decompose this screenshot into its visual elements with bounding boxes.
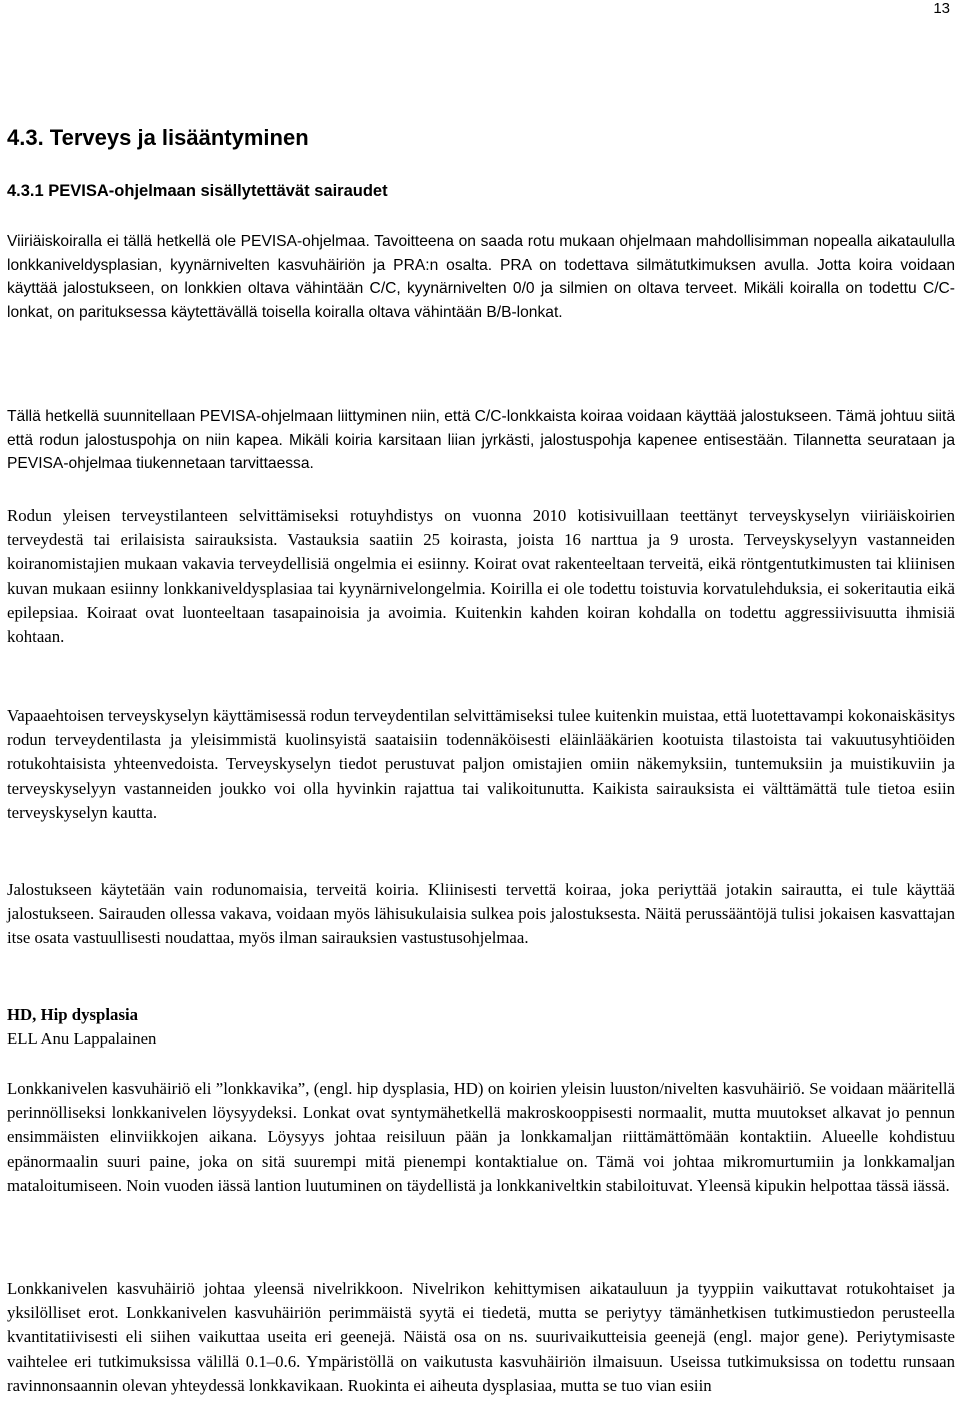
- paragraph-health-survey: Rodun yleisen terveystilanteen selvittämiseksi rotuyhdistys on vuonna 2010 kotisivuillaan teettänyt terveyskyselyn viiriäiskoirien terveydestä tai erilaisista sairauksista. Vastauksia saatiin 25 koirasta, joista 16 narttua ja 9 urosta. Terveyskyselyyn vastanneiden koiranomistajien mukaan vakavia terveydellisiä ongelmia ei esiinny. Koirat ovat rakenteeltaan terveitä, eikä röntgentutkimusten tai kliinisen kuvan mukaan esiinny lonkkaniveldysplasiaa tai kyynärnivelongelmia. Koirilla ei ole todettu toistuvia korvatulehduksia, ei sokeritautia eikä epilepsiaa. Koiraat ovat luonteeltaan tasapainoisia ja avoimia. Kuitenkin kahden koiran kohdalla on todettu aggressiivisuutta ihmisiä kohtaan.: [7, 506, 955, 647]
- hd-heading-block: [7, 1003, 156, 1051]
- paragraph-hd-definition: Lonkkanivelen kasvuhäiriö eli ”lonkkavika”, (engl. hip dysplasia, HD) on koirien yleisin luuston/nivelten kasvuhäiriö. Se voidaan määritellä perinnölliseksi lonkkanivelen löysyydeksi. Lonkat ovat syntymähetkellä makroskooppisesti normaalit, mutta muutokset alkavat jo pennun ensimmäisten elinviikkojen aikana. Löysyys johtaa reisiluun pään ja lonkkamaljan riittämättömään kontaktiin. Alueelle kohdistuu epänormaalin suuri paine, joka on sitä suurempi mitä pienempi kontaktialue on. Tämä voi johtaa mikromurtumiin ja lonkkamaljan mataloitumiseen. Noin vuoden iässä lantion luutuminen on täydellistä ja lonkkaniveltkin stabiloituvat. Yleensä kipukin helpottaa tässä iässä.: [7, 1079, 955, 1195]
- section-subtitle: 4.3.1 PEVISA-ohjelmaan sisällytettävät sairaudet: [7, 182, 388, 200]
- paragraph-pevisa-intro: Viiriäiskoiralla ei tällä hetkellä ole PEVISA-ohjelmaa. Tavoitteena on saada rotu mukaan ohjelmaan mahdollisimman nopealla aikataululla lonkkaniveldysplasian, kyynärnivelten kasvuhäiriön ja PRA:n osalta. PRA on todettava silmätutkimuksen avulla. Jotta koira voidaan käyttää jalostukseen, on lonkkien oltava vähintään C/C, kyynärnivelten 0/0 ja silmien on oltava terveet. Mikäli koiralla on todettu C/C-lonkat, on parituksessa käytettävällä toisella koiralla oltava vähintään B/B-lonkat.: [7, 233, 955, 321]
- paragraph-pevisa-plan: Tällä hetkellä suunnitellaan PEVISA-ohjelmaan liittyminen niin, että C/C-lonkkaista koiraa voidaan käyttää jalostukseen. Tämä johtuu siitä että rodun jalostuspohja on niin kapea. Mikäli koiria karsitaan liian jyrkästi, jalostuspohja kapenee entisestään. Tilannetta seurataan ja PEVISA-ohjelmaa tiukennetaan tarvittaessa.: [7, 408, 955, 473]
- hd-heading: HD, Hip dysplasia: [7, 1005, 139, 1024]
- section-title: 4.3. Terveys ja lisääntyminen: [7, 125, 309, 150]
- paragraph-hd-inheritance: Lonkkanivelen kasvuhäiriö johtaa yleensä nivelrikkoon. Nivelrikon kehittymisen aikatauluun ja tyyppiin vaikuttavat rotukohtaiset ja yksilölliset erot. Lonkkanivelen kasvuhäiriön perimmäistä syytä ei tiedetä, mutta se periytyy tämänhetkisen tutkimustiedon perusteella kvantitatiivisesti eli siihen vaikuttaa useita eri geenejä. Näistä osa on ns. suurivaikutteisia geenejä (engl. major gene). Periytymisaste vaihtelee eri tutkimuksissa välillä 0.1–0.6. Ympäristöllä on vaikutusta kasvuhäiriön ilmaisuun. Useissa tutkimuksissa on todettu runsaan ravinnonsaannin olevan yhteydessä lonkkavikaan. Ruokinta ei aiheuta dysplasiaa, mutta se tuo vian esiin: [7, 1279, 955, 1395]
- paragraph-survey-reliability: Vapaaehtoisen terveyskyselyn käyttämisessä rodun terveydentilan selvittämiseksi tulee kuitenkin muistaa, että luotettavampi kokonaiskäsitys rodun terveydentilasta ja yleisimmistä kuolinsyistä saataisiin todennäköisesti eläinlääkärien kootuista tilastoista tai vakuutusyhtiöiden rotukohtaisista yhteenvedoista. Terveyskyselyn tiedot perustuvat paljon omistajien omiin näkemyksiin, tuntemuksiin ja muistikuviin ja terveyskyselyyn vastanneiden joukko voi olla hyvinkin rajattua tai valikoitunutta. Kaikista sairauksista ei välttämättä tule tietoa esiin terveyskyselyn kautta.: [7, 706, 955, 822]
- page-number: 13: [933, 0, 950, 17]
- hd-author: ELL Anu Lappalainen: [7, 1029, 157, 1049]
- paragraph-breeding-rules: Jalostukseen käytetään vain rodunomaisia, terveitä koiria. Kliinisesti tervettä koiraa, joka periyttää jotakin sairautta, ei tule käyttää jalostukseen. Sairauden ollessa vakava, voidaan myös lähisukulaisia sulkea pois jalostuksesta. Näitä perussääntöjä tulisi jokaisen kasvattajan itse osata vastuullisesti noudattaa, myös ilman sairauksien vastustusohjelmaa.: [7, 880, 955, 948]
